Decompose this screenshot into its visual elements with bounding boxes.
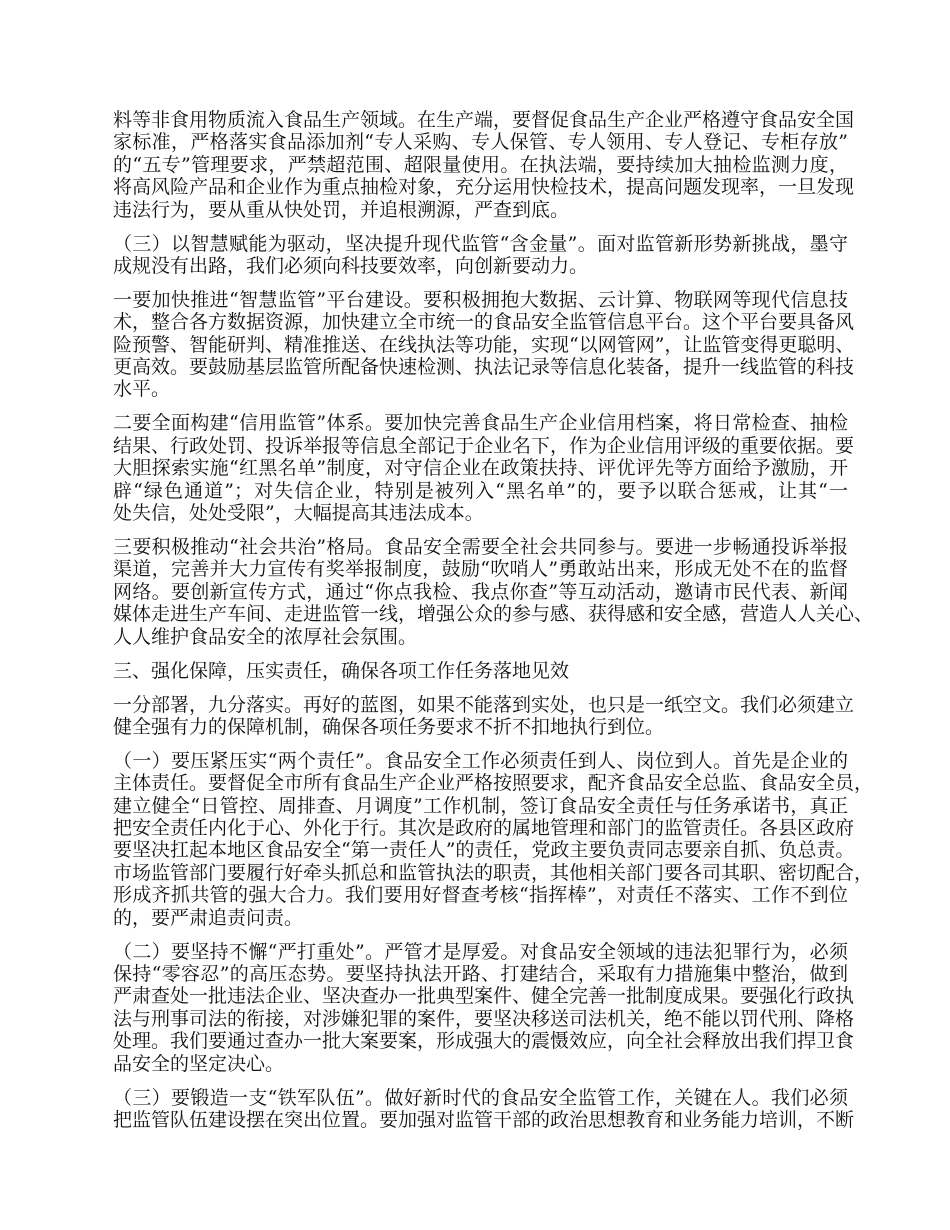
- text-line: 险预警、智能研判、精准推送、在线执法等功能，实现“以网管网”，让监管变得更聪明、: [113, 333, 855, 356]
- paragraph: [113, 109, 855, 221]
- text-line: 成规没有出路，我们必须向科技要效率，向创新要动力。: [113, 254, 589, 277]
- text-line: 主体责任。要督促全市所有食品生产企业严格按照要求，配齐食品安全总监、食品安全员，: [113, 772, 874, 795]
- text-line: 违法行为，要从重从快处罚，并追根溯源，严查到底。: [113, 198, 570, 221]
- text-line: 把安全责任内化于心、外化于行。其次是政府的属地管理和部门的监管责任。各县区政府: [113, 817, 855, 840]
- paragraph: [113, 233, 848, 278]
- text-line: 市场监管部门要履行好牵头抓总和监管执法的职责，其他相关部门要各司其职、密切配合，: [113, 861, 874, 884]
- text-line: 把监管队伍建设摆在突出位置。要加强对监管干部的政治思想教育和业务能力培训，不断: [113, 1108, 855, 1131]
- text-line: 要坚决扛起本地区食品安全“第一责任人”的责任，党政主要负责同志要亲自抓、负总责。: [113, 839, 855, 862]
- paragraph: [113, 288, 855, 401]
- text-line: 结果、行政处罚、投诉举报等信息全部记于企业名下，作为企业信用评级的重要依据。要: [113, 434, 855, 457]
- paragraph: [113, 536, 874, 648]
- paragraph: [113, 412, 855, 525]
- text-line: 保持“零容忍”的高压态势。要坚持执法开路、打建结合，采取有力措施集中整治，做到: [113, 963, 848, 986]
- text-line: 大胆探索实施“红黑名单”制度，对守信企业在政策扶持、评优评先等方面给予激励，开: [113, 457, 848, 480]
- text-line: 严肃查处一批违法企业、坚决查办一批典型案件、健全完善一批制度成果。要强化行政执: [113, 985, 855, 1008]
- text-line: 水平。: [113, 378, 171, 401]
- text-line: 建立健全“日管控、周排查、月调度”工作机制，签订食品安全责任与任务承诺书，真正: [113, 794, 848, 817]
- text-line: 渠道，完善并大力宣传有奖举报制度，鼓励“吹哨人”勇敢站出来，形成无处不在的监督: [113, 558, 848, 581]
- text-line: 品安全的坚定决心。: [113, 1052, 285, 1075]
- text-line: 的“五专”管理要求，严禁超范围、超限量使用。在执法端，要持续加大抽检监测力度，: [113, 153, 848, 176]
- text-line: 家标准，严格落实食品添加剂“专人采购、专人保管、专人领用、专人登记、专柜存放”: [113, 131, 848, 154]
- text-line: 健全强有力的保障机制，确保各项任务要求不折不扣地执行到位。: [113, 715, 665, 738]
- text-line: 二要全面构建“信用监管”体系。要加快完善食品生产企业信用档案，将日常检查、抽检: [113, 412, 848, 435]
- text-line: 三、强化保障，压实责任，确保各项工作任务落地见效: [113, 659, 570, 682]
- text-line: 术，整合各方数据资源，加快建立全市统一的食品安全监管信息平台。这个平台要具备风: [113, 311, 855, 334]
- text-line: 三要积极推动“社会共治”格局。食品安全需要全社会共同参与。要进一步畅通投诉举报: [113, 536, 848, 559]
- text-line: 更高效。要鼓励基层监管所配备快速检测、执法记录等信息化装备，提升一线监管的科技: [113, 356, 855, 379]
- paragraph: [113, 749, 874, 929]
- document-body: [113, 109, 874, 1143]
- text-line: （一）要压紧压实“两个责任”。食品安全工作必须责任到人、岗位到人。首先是企业的: [113, 749, 848, 772]
- text-line: 处理。我们要通过查办一批大案要案，形成强大的震慑效应，向全社会释放出我们捍卫食: [113, 1030, 855, 1053]
- text-line: 人人维护食品安全的浓厚社会氛围。: [113, 625, 418, 648]
- text-line: 料等非食用物质流入食品生产领域。在生产端，要督促食品生产企业严格遵守食品安全国: [113, 109, 855, 131]
- paragraph: [113, 1086, 855, 1132]
- text-line: 一要加快推进“智慧监管”平台建设。要积极拥抱大数据、云计算、物联网等现代信息技: [113, 288, 848, 311]
- text-line: （二）要坚持不懈“严打重处”。严管才是厚爱。对食品安全领域的违法犯罪行为，必须: [113, 940, 848, 963]
- text-line: 的，要严肃追责问责。: [113, 906, 304, 929]
- text-line: 处失信，处处受限”，大幅提高其违法成本。: [113, 502, 484, 525]
- text-line: 法与刑事司法的衔接，对涉嫌犯罪的案件，要坚决移送司法机关，绝不能以罚代刑、降格: [113, 1007, 855, 1030]
- text-line: 一分部署，九分落实。再好的蓝图，如果不能落到实处，也只是一纸空文。我们必须建立: [113, 693, 855, 716]
- text-line: 媒体走进生产车间、走进监管一线，增强公众的参与感、获得感和安全感，营造人人关心、: [113, 603, 874, 626]
- text-line: 将高风险产品和企业作为重点抽检对象，充分运用快检技术，提高问题发现率，一旦发现: [113, 176, 855, 199]
- text-line: 形成齐抓共管的强大合力。我们要用好督查考核“指挥棒”，对责任不落实、工作不到位: [113, 884, 848, 907]
- paragraph: [113, 693, 855, 739]
- text-line: 辟“绿色通道”；对失信企业，特别是被列入“黑名单”的，要予以联合惩戒，让其“一: [113, 479, 848, 502]
- text-line: （三）以智慧赋能为驱动，坚决提升现代监管“含金量”。面对监管新形势新挑战，墨守: [113, 232, 848, 255]
- paragraph: [113, 940, 855, 1075]
- text-line: 网络。要创新宣传方式，通过“你点我检、我点你查”等互动活动，邀请市民代表、新闻: [113, 580, 848, 603]
- text-line: （三）要锻造一支“铁军队伍”。做好新时代的食品安全监管工作，关键在人。我们必须: [113, 1086, 848, 1109]
- section-heading: [113, 660, 848, 682]
